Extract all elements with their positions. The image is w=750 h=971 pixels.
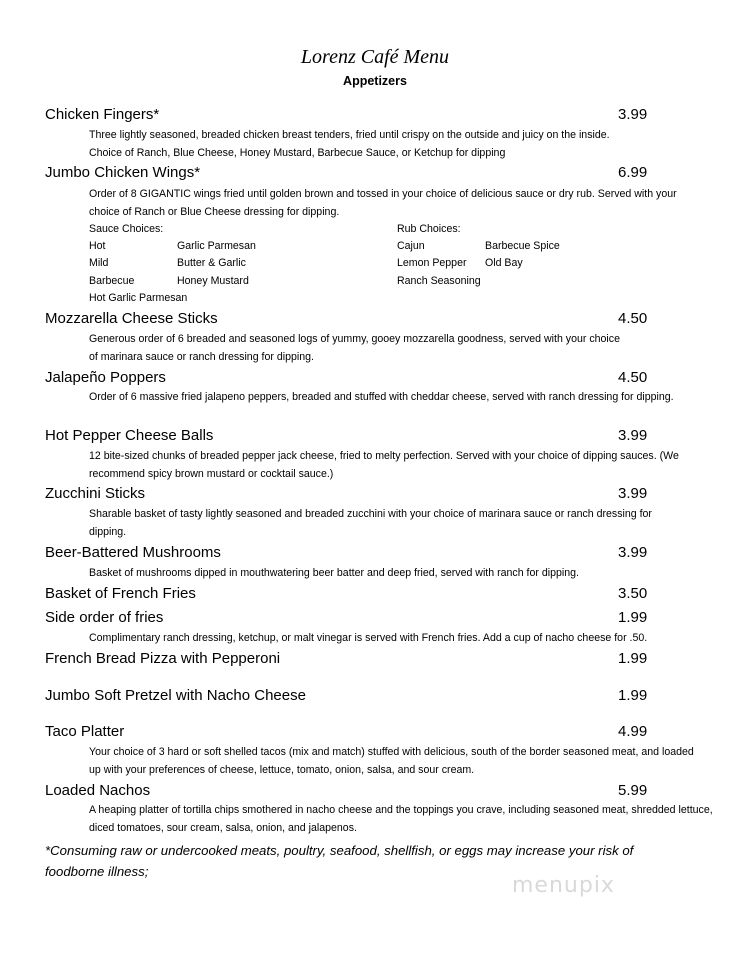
sauce-option: Garlic Parmesan — [177, 240, 256, 252]
item-price: 1.99 — [618, 609, 648, 626]
item-description: Three lightly seasoned, breaded chicken breast tenders, fried until crispy on the outside and juicy on the inside. Choice of Ranch, Blue Cheese, Honey Mustard, Barbecue Sauce, or Ketchup for dipping — [89, 129, 610, 159]
rub-heading: Rub Choices: — [397, 223, 461, 235]
rub-option: Ranch Seasoning — [397, 275, 481, 287]
sauce-option: Hot — [89, 240, 106, 252]
item-name: Hot Pepper Cheese Balls — [45, 427, 214, 444]
item-name: Chicken Fingers* — [45, 106, 160, 123]
item-price: 3.50 — [618, 585, 648, 602]
item-price: 3.99 — [618, 544, 648, 561]
item-description: 12 bite-sized chunks of breaded pepper jack cheese, fried to melty perfection. Served with your choice of dipping sauces. (We recommend spicy brown mustard or cocktail sauce.) — [89, 450, 679, 480]
item-description: Generous order of 6 breaded and seasoned logs of yummy, gooey mozzarella goodness, served with your choice of marinara sauce or ranch dressing for dipping. — [89, 333, 620, 363]
item-price: 1.99 — [618, 650, 648, 667]
item-name: French Bread Pizza with Pepperoni — [45, 650, 281, 667]
item-name: Loaded Nachos — [45, 782, 151, 799]
item-price: 5.99 — [618, 782, 648, 799]
sauce-option: Barbecue — [89, 275, 135, 287]
item-price: 4.50 — [618, 369, 648, 386]
sauce-heading: Sauce Choices: — [89, 223, 164, 235]
item-description: A heaping platter of tortilla chips smothered in nacho cheese and the toppings you crave, including seasoned meat, shredded lettuce, diced tomatoes, sour cream, salsa, onion, and jalapenos. — [89, 804, 713, 834]
item-price: 3.99 — [618, 485, 648, 502]
item-description: Order of 8 GIGANTIC wings fried until golden brown and tossed in your choice of delicious sauce or dry rub. Served with your choice of Ranch or Blue Cheese dressing for dipping. — [89, 188, 677, 218]
watermark: menupix — [512, 873, 615, 898]
section-title: Appetizers — [343, 74, 407, 88]
item-price: 4.99 — [618, 723, 648, 740]
rub-option: Old Bay — [485, 257, 523, 269]
item-name: Taco Platter — [45, 723, 125, 740]
item-name: Jalapeño Poppers — [45, 369, 166, 386]
rub-option: Barbecue Spice — [485, 240, 560, 252]
item-description: Your choice of 3 hard or soft shelled tacos (mix and match) stuffed with delicious, south of the border seasoned meat, and loaded up with your preferences of cheese, lettuce, tomato, onion, salsa, and sour cream. — [89, 746, 694, 776]
item-name: Side order of fries — [45, 609, 164, 626]
item-description: Complimentary ranch dressing, ketchup, or malt vinegar is served with French fries. Add a cup of nacho cheese for .50. — [89, 632, 648, 644]
disclaimer: *Consuming raw or undercooked meats, poultry, seafood, shellfish, or eggs may increase your risk of foodborne illness; — [45, 843, 634, 879]
sauce-option: Hot Garlic Parmesan — [89, 292, 188, 304]
item-description: Order of 6 massive fried jalapeno peppers, breaded and stuffed with cheddar cheese, served with ranch dressing for dipping. — [89, 391, 674, 403]
sauce-option: Butter & Garlic — [177, 257, 246, 269]
item-price: 3.99 — [618, 106, 648, 123]
item-price: 3.99 — [618, 427, 648, 444]
item-name: Basket of French Fries — [45, 585, 196, 602]
item-name: Mozzarella Cheese Sticks — [45, 310, 218, 327]
item-name: Jumbo Chicken Wings* — [45, 164, 201, 181]
item-name: Zucchini Sticks — [45, 485, 146, 502]
item-price: 6.99 — [618, 164, 648, 181]
sauce-option: Mild — [89, 257, 109, 269]
item-description: Basket of mushrooms dipped in mouthwatering beer batter and deep fried, served with ranch for dipping. — [89, 567, 579, 579]
rub-option: Cajun — [397, 240, 425, 252]
item-name: Beer-Battered Mushrooms — [45, 544, 221, 561]
item-description: Sharable basket of tasty lightly seasoned and breaded zucchini with your choice of marinara sauce or ranch dressing for dipping. — [89, 508, 652, 538]
item-name: Jumbo Soft Pretzel with Nacho Cheese — [45, 687, 306, 704]
page-title: Lorenz Café Menu — [300, 46, 450, 68]
item-price: 4.50 — [618, 310, 648, 327]
sauce-option: Honey Mustard — [177, 275, 249, 287]
item-price: 1.99 — [618, 687, 648, 704]
rub-option: Lemon Pepper — [397, 257, 467, 269]
